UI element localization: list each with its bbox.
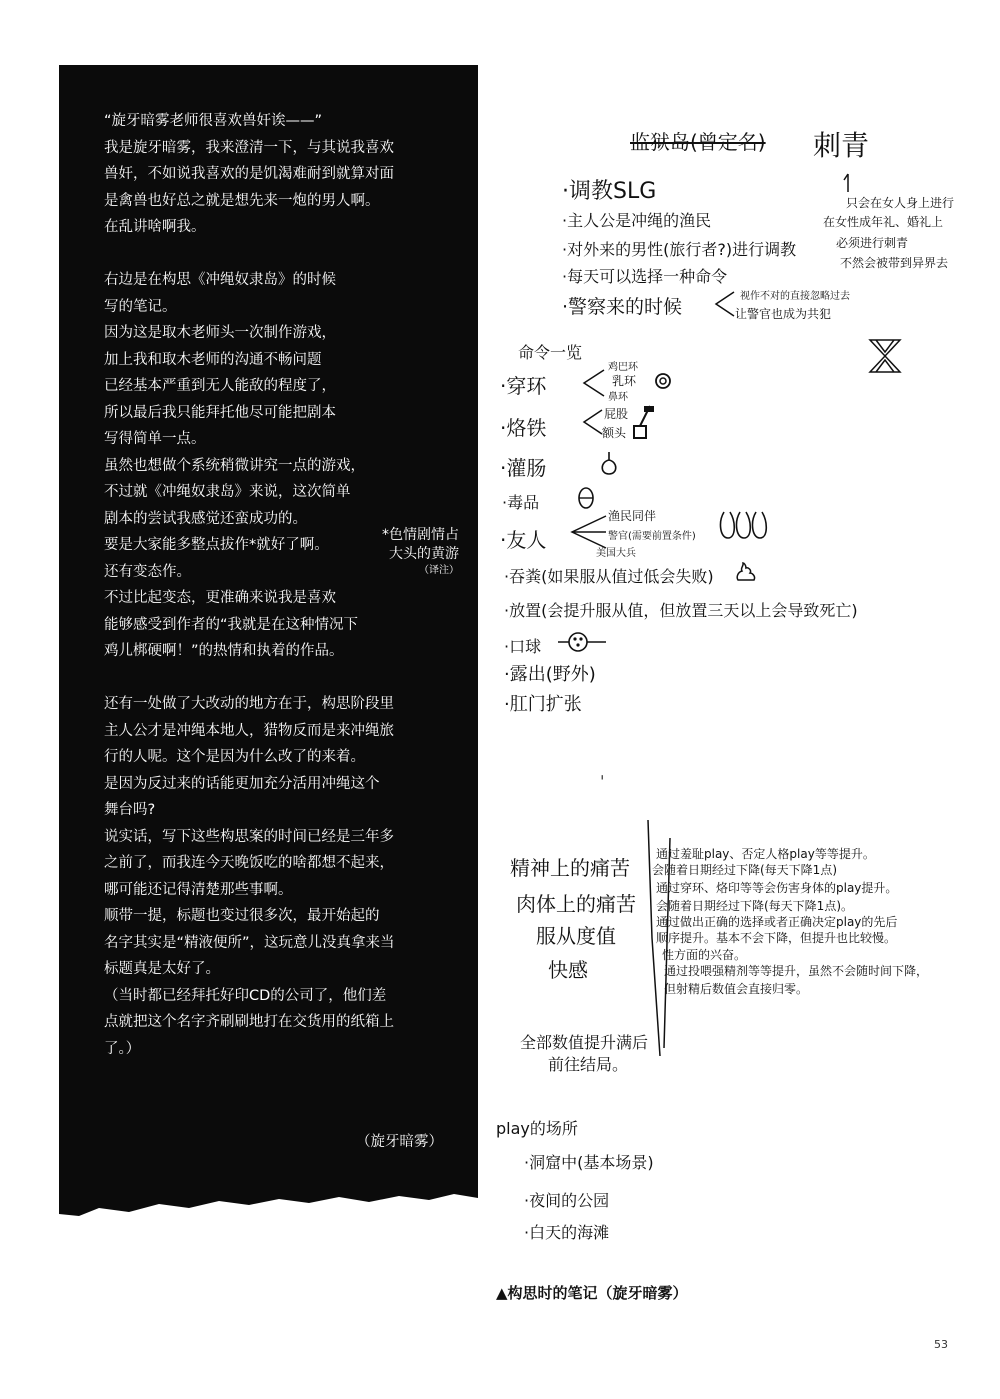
essay-line: 能够感受到作者的“我就是在这种情况下: [104, 616, 359, 633]
branding-iron-icon: [630, 404, 656, 442]
police-note: 视作不对的直接忽略过去: [740, 291, 850, 302]
concept-bullet: ·警察来的时候: [562, 296, 683, 318]
pill-icon: [576, 486, 596, 510]
command-item: ·肛门扩张: [504, 694, 582, 715]
police-note: 让警官也成为共犯: [735, 307, 832, 321]
torn-paper-edge: [59, 1160, 478, 1220]
essay-line: 鸡儿梆硬啊！”的热情和执着的作品。: [104, 643, 344, 659]
command-item: ·烙铁: [500, 416, 547, 440]
stray-mark: ˌ: [600, 762, 605, 781]
essay-line: 右边是在构思《冲绳奴隶岛》的时候: [104, 272, 336, 288]
essay-line: 我是旋牙暗雾，我来澄清一下，与其说我喜欢: [104, 139, 394, 156]
hourglass-doodle-icon: [866, 338, 904, 374]
stat-description: 但射精后数值会直接归零。: [664, 982, 809, 996]
tattoo-note: 必须进行刺青: [836, 236, 909, 250]
figure-caption: ▲构思时的笔记（旋牙暗雾）: [496, 1284, 688, 1302]
essay-line: 名字其实是“精液便所”，这玩意儿没真拿来当: [104, 934, 395, 951]
translator-note: [363, 526, 459, 578]
note-line: （译注）: [419, 565, 459, 576]
place-item: ·白天的海滩: [524, 1223, 610, 1242]
essay-line: 是禽兽也好总之就是想先来一炮的男人啊。: [104, 192, 380, 209]
tattoo-note: 只会在女人身上进行: [846, 196, 955, 210]
command-item: ·穿环: [500, 374, 547, 398]
stat-description: 通过羞耻play、否定人格play等等提升。: [656, 847, 875, 861]
command-item: ·灌肠: [500, 456, 547, 480]
bracket-icon: [580, 408, 604, 436]
concept-bullet: ·每天可以选择一种命令: [562, 267, 728, 286]
essay-line: 是因为反过来的话能更加充分活用冲绳这个: [104, 775, 380, 792]
bracket-icon: [712, 290, 736, 318]
stat-description: 会随着日期经过下降(每天下降1点)。: [656, 899, 853, 913]
friend-option: 美国大兵: [596, 548, 636, 559]
concept-bullet: ·主人公是冲绳的渔民: [562, 211, 712, 230]
note-line: *色情剧情占: [382, 527, 459, 543]
ending-note: 前往结局。: [548, 1055, 629, 1074]
command-item: ·毒品: [502, 493, 540, 512]
tattoo-note: 不然会被带到异界去: [840, 256, 949, 270]
author-signature: （旋牙暗雾）: [356, 1134, 443, 1150]
essay-text: [104, 108, 464, 1062]
stat-name: 快感: [548, 958, 588, 982]
stat-description: 通过穿环、烙印等等会伤害身体的play提升。: [656, 881, 898, 895]
stat-name: 肉体上的痛苦: [516, 892, 636, 916]
essay-line: 所以最后我只能拜托他尽可能把剧本: [104, 404, 336, 421]
arrow-icon: [840, 170, 856, 194]
people-doodle-icon: [718, 508, 770, 542]
essay-line: “旋牙暗雾老师很喜欢兽奸诶——”: [104, 113, 323, 129]
stat-description: 性方面的兴奋。: [662, 948, 747, 962]
essay-line: 剧本的尝试我感觉还蛮成功的。: [104, 510, 307, 527]
ring-option: 鼻环: [608, 392, 628, 403]
stat-name: 精神上的痛苦: [510, 856, 630, 880]
brand-option: 屁股: [604, 407, 629, 421]
places-title: play的场所: [496, 1119, 578, 1138]
command-item: ·吞粪(如果服从值过低会失败): [504, 567, 714, 586]
tattoo-note: 在女性成年礼、婚礼上: [823, 215, 944, 229]
ending-note: 全部数值提升满后: [520, 1033, 649, 1052]
essay-line: 已经基本严重到无人能敌的程度了，: [104, 378, 336, 394]
essay-line: 虽然也想做个系统稍微讲究一点的游戏，: [104, 457, 365, 474]
bracket-icon: [580, 368, 606, 398]
essay-line: 舞台吗?: [104, 802, 156, 818]
essay-line: 了。）: [104, 1040, 141, 1057]
paragraph-gap: [104, 241, 464, 268]
ring-option: 鸡巴环: [608, 362, 638, 373]
command-item: ·友人: [500, 528, 547, 552]
essay-line: 哪可能还记得清楚那些事啊。: [104, 881, 293, 898]
friend-option: 渔民同伴: [608, 509, 657, 523]
commands-title: 命令一览: [518, 343, 583, 362]
command-item: ·放置(会提升服从值，但放置三天以上会导致死亡): [504, 601, 858, 620]
essay-line: 不过就《冲绳奴隶岛》来说，这次简单: [104, 484, 351, 500]
stat-description: 通过投喂强精剂等等提升，虽然不会随时间下降，: [664, 964, 929, 978]
essay-line: 兽奸，不如说我喜欢的是饥渴难耐到就算对面: [104, 166, 394, 182]
essay-line: 主人公才是冲绳本地人，猎物反而是来冲绳旅: [104, 722, 394, 739]
friend-option: 警官(需要前置条件): [608, 531, 696, 542]
notes-title-struck: 监狱岛(曾定名): [630, 130, 766, 154]
essay-line: 写得简单一点。: [104, 431, 206, 447]
paragraph-gap: [104, 665, 464, 692]
place-item: ·夜间的公园: [524, 1191, 610, 1210]
essay-line: 不过比起变态，更准确来说我是喜欢: [104, 590, 336, 606]
page-number: 53: [934, 1338, 948, 1351]
essay-line: 要是大家能多整点拔作*就好了啊。: [104, 537, 329, 553]
command-item: ·口球: [504, 637, 542, 656]
essay-line: 在乱讲啥啊我。: [104, 219, 206, 235]
command-item: ·露出(野外): [504, 664, 596, 685]
essay-line: 写的笔记。: [104, 298, 177, 315]
essay-line: 还有一处做了大改动的地方在于，构思阶段里: [104, 696, 394, 712]
essay-line: （当时都已经拜托好印CD的公司了，他们差: [104, 987, 387, 1004]
essay-line: 标题真是太好了。: [104, 961, 220, 977]
brand-option: 额头: [602, 426, 627, 440]
stat-description: 会随着日期经过下降(每天下降1点): [652, 863, 837, 877]
enema-bulb-icon: [598, 450, 620, 476]
place-item: ·洞窟中(基本场景): [524, 1153, 654, 1172]
ring-option: 乳环: [612, 374, 637, 388]
essay-line: 点就把这个名字齐刷刷地打在交货用的纸箱上: [104, 1014, 394, 1030]
stat-description: 顺序提升。基本不会下降，但提升也比较慢。: [656, 931, 897, 945]
essay-line: 行的人呢。这个是因为什么改了的来着。: [104, 749, 365, 765]
ring-icon: [654, 372, 672, 390]
note-line: 大头的黄游: [389, 546, 459, 562]
poop-icon: [734, 560, 758, 584]
essay-line: 顺带一提，标题也变过很多次，最开始起的: [104, 908, 380, 924]
essay-line: 因为这是取木老师头一次制作游戏，: [104, 325, 336, 341]
stat-description: 通过做出正确的选择或者正确决定play的先后: [656, 915, 898, 929]
genre-line: ·调教SLG: [562, 179, 657, 204]
notes-title-tattoo: 刺青: [813, 129, 870, 162]
stat-name: 服从度值: [536, 924, 616, 948]
essay-line: 之前了，而我连今天晚饭吃的啥都想不起来，: [104, 855, 394, 871]
essay-line: 说实话，写下这些构思案的时间已经是三年多: [104, 828, 394, 845]
essay-line: 加上我和取木老师的沟通不畅问题: [104, 351, 322, 368]
ball-gag-icon: [556, 630, 608, 654]
concept-bullet: ·对外来的男性(旅行者?)进行调教: [562, 240, 797, 259]
essay-line: 还有变态作。: [104, 563, 191, 580]
